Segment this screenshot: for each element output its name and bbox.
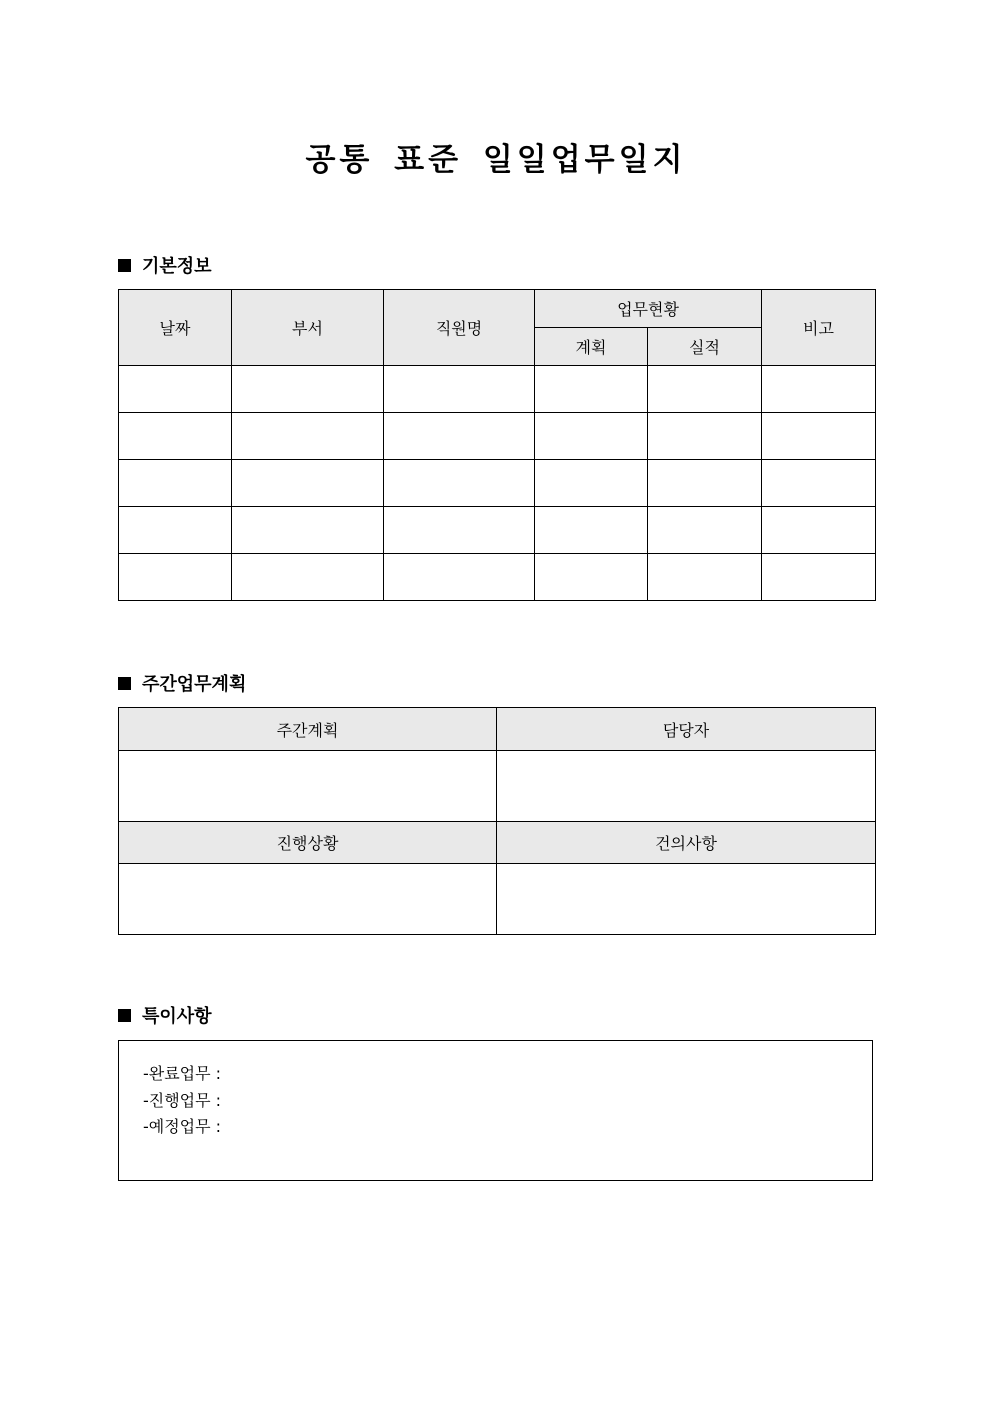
result-cell[interactable] <box>648 366 762 413</box>
employee-cell[interactable] <box>384 413 535 460</box>
dept-cell[interactable] <box>232 507 384 554</box>
plan-cell[interactable] <box>535 554 648 601</box>
employee-cell[interactable] <box>384 507 535 554</box>
dept-cell[interactable] <box>232 460 384 507</box>
progress-cell[interactable] <box>119 864 497 935</box>
section-heading-label: 기본정보 <box>142 256 212 277</box>
table-row <box>119 507 876 554</box>
header-manager: 담당자 <box>497 708 876 751</box>
remarks-cell[interactable] <box>762 507 876 554</box>
header-work-status: 업무현황 <box>535 290 762 328</box>
weekly-plan-cell[interactable] <box>119 751 497 822</box>
header-weekly-plan: 주간계획 <box>119 708 497 751</box>
header-plan: 계획 <box>535 328 648 366</box>
header-suggestions: 건의사항 <box>497 822 876 864</box>
section-heading-label: 특이사항 <box>142 1006 212 1027</box>
table-row <box>119 366 876 413</box>
header-result: 실적 <box>648 328 762 366</box>
section-heading-label: 주간업무계획 <box>142 674 247 695</box>
remarks-cell[interactable] <box>762 413 876 460</box>
remarks-cell[interactable] <box>762 366 876 413</box>
scheduled-work-line: -예정업무 : <box>143 1117 222 1136</box>
header-progress: 진행상황 <box>119 822 497 864</box>
employee-cell[interactable] <box>384 554 535 601</box>
plan-cell[interactable] <box>535 366 648 413</box>
table-row <box>119 460 876 507</box>
result-cell[interactable] <box>648 460 762 507</box>
square-bullet-icon <box>118 259 131 272</box>
header-dept: 부서 <box>232 290 384 366</box>
section-heading-special <box>118 1003 212 1027</box>
manager-cell[interactable] <box>497 751 876 822</box>
date-cell[interactable] <box>119 554 232 601</box>
in-progress-work-line: -진행업무 : <box>143 1090 222 1110</box>
employee-cell[interactable] <box>384 366 535 413</box>
remarks-cell[interactable] <box>762 460 876 507</box>
header-date: 날짜 <box>119 290 232 366</box>
date-cell[interactable] <box>119 366 232 413</box>
result-cell[interactable] <box>648 554 762 601</box>
square-bullet-icon <box>118 1009 131 1022</box>
special-notes-box[interactable] <box>118 1040 873 1181</box>
date-cell[interactable] <box>119 460 232 507</box>
plan-cell[interactable] <box>535 460 648 507</box>
plan-cell[interactable] <box>535 507 648 554</box>
dept-cell[interactable] <box>232 366 384 413</box>
date-cell[interactable] <box>119 413 232 460</box>
section-heading-weekly <box>118 671 246 695</box>
dept-cell[interactable] <box>232 554 384 601</box>
completed-work-line: -완료업무 : <box>143 1064 222 1083</box>
dept-cell[interactable] <box>232 413 384 460</box>
basic-info-table <box>118 289 876 601</box>
result-cell[interactable] <box>648 413 762 460</box>
header-remarks: 비고 <box>762 290 876 366</box>
result-cell[interactable] <box>648 507 762 554</box>
weekly-plan-table <box>118 707 876 935</box>
page-title: 공통 표준 일일업무일지 <box>305 142 687 178</box>
square-bullet-icon <box>118 677 131 690</box>
date-cell[interactable] <box>119 507 232 554</box>
table-row <box>119 413 876 460</box>
section-heading-basic <box>118 253 212 277</box>
suggestions-cell[interactable] <box>497 864 876 935</box>
table-row <box>119 554 876 601</box>
employee-cell[interactable] <box>384 460 535 507</box>
remarks-cell[interactable] <box>762 554 876 601</box>
header-employee: 직원명 <box>384 290 535 366</box>
plan-cell[interactable] <box>535 413 648 460</box>
